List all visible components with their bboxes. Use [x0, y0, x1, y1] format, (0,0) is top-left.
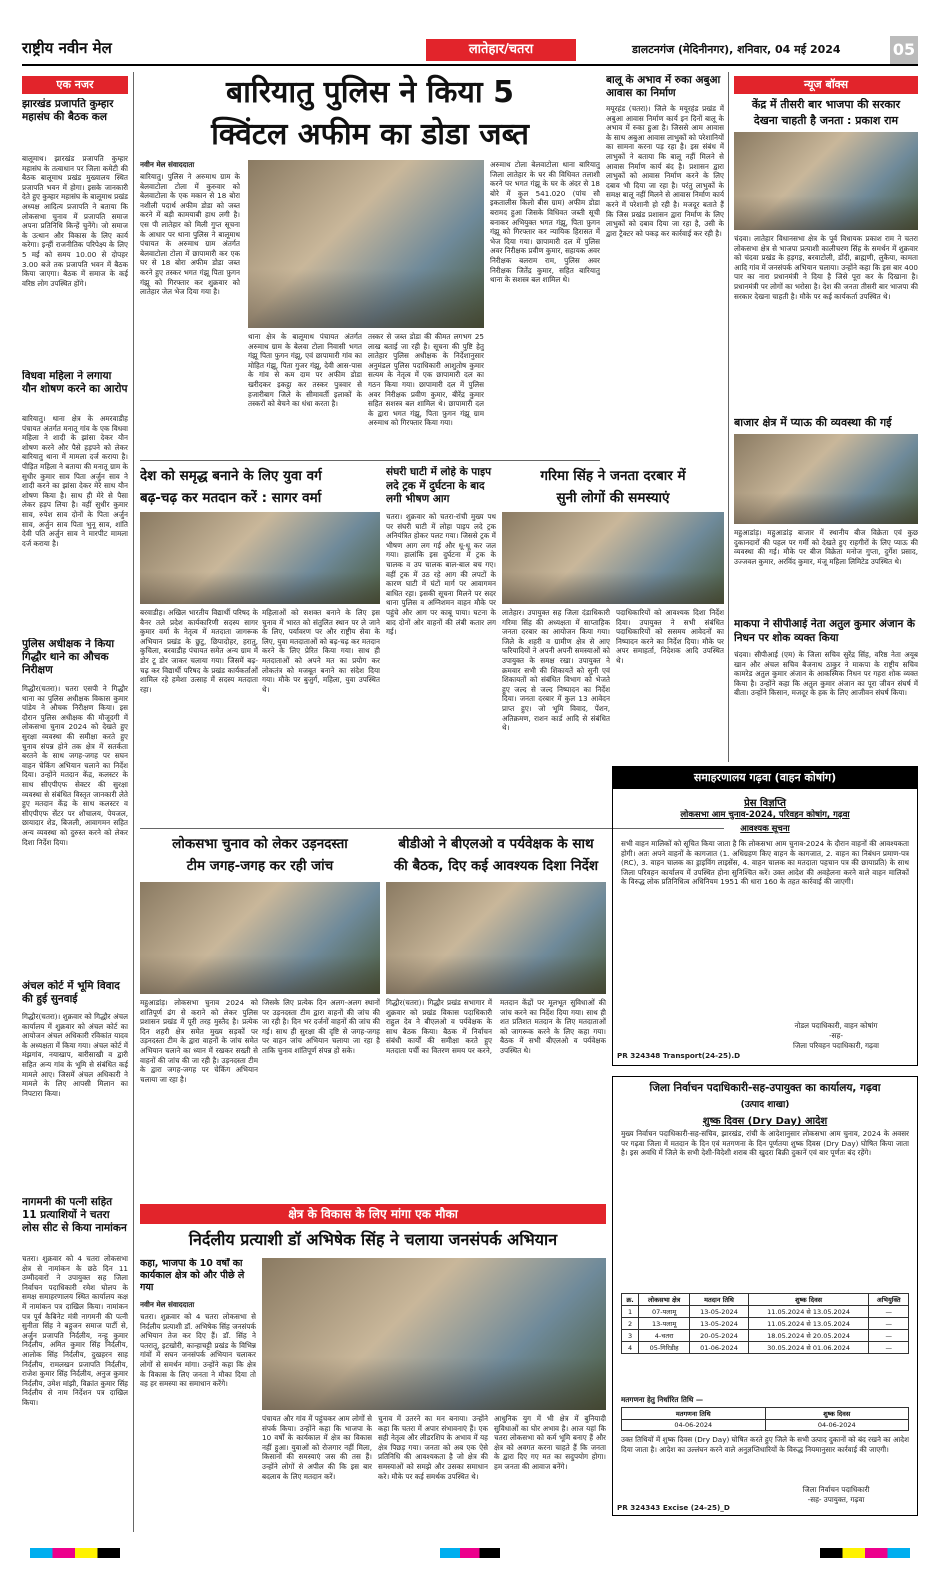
pyau-photo [734, 434, 918, 524]
headline-nominations: नागमनी की पत्नी सहित 11 प्रत्याशियों ने चतरा लोस सीट से किया नामांकन [22, 1196, 127, 1234]
vehicle-cell-subtitle-2: आवश्यक सूचना [740, 824, 790, 834]
bottom-col-1: चतरा। शुक्रवार को 4 चतरा लोकसभा से निर्दलीय प्रत्याशी डॉ. अभिषेक सिंह जनसंपर्क अभियान तेज कर दिए हैं। डॉ. सिंह ने पतरातू, इटखोरी, कान्हाचट्टी प्रखंड के विभिन्न गांवों में सघन जनसंपर्क अभियान चलाकर लोगों से समर्थन मांगा। उन्होंने कहा कि क्षेत्र के विकास के लिए जनता ने मौका दिया तो वह हर समस्या का समाधान करेंगे। [140, 1312, 256, 1389]
dry-day-col-header: क्र. [622, 1294, 639, 1306]
dry-day-cell: 30.05.2024 से 01.06.2024 [748, 1342, 869, 1354]
counting-date: 04-06-2024 [622, 1420, 766, 1431]
dry-day-cell: 13-पलामू [639, 1318, 690, 1330]
article-bdo: गिद्धौर(चतरा)। गिद्धौर प्रखंड सभागार में शुक्रवार को प्रखंड विकास पदाधिकारी राहुल देव ने बीएलओ व पर्यवेक्षक के साथ बैठक किया। बैठक में निर्वाचन संबंधी कार्यों की समीक्षा करते हुए मतदाता पर्ची का वितरण समय पर करने, मतदान केंद्रों पर मूलभूत सुविधाओं की जांच करने का निर्देश दिया गया। साथ ही शत प्रतिशत मतदान के लिए मतदाताओं को जागरूक करने के लिए कहा गया। बैठक में सभी बीएलओ व पर्यवेक्षक उपस्थित थे। [386, 998, 606, 1055]
headline-truck-fire: संघरी घाटी में लोहे के पाइप लदे ट्रक में दुर्घटना के बाद लगी भीषण आग [386, 466, 492, 505]
dry-day-notice [612, 1076, 918, 1516]
paper-name: राष्ट्रीय नवीन मेल [22, 39, 112, 57]
dry-day-cell: — [869, 1330, 909, 1342]
counting-table [621, 1407, 909, 1431]
dry-day-subheader: (उत्पाद शाखा) [740, 1100, 790, 1110]
article-truck-fire: चतरा। शुक्रवार को चतरा-रांची मुख्य पथ पर संघरी घाटी में लोहा पाइप लदे ट्रक अनियंत्रित होकर पलट गया। जिससे ट्रक में भीषण आग लग गई और धू-धू कर जल गया। हालांकि इस दुर्घटना में ट्रक के चालक व उप चालक बाल-बाल बच गए। वहीं ट्रक में उठ रहे आग की लपटों के कारण घाटी में घंटों मार्ग पर आवागमन बाधित रहा। इसकी सूचना मिलने पर सदर थाना पुलिस व अग्निशमन वाहन मौके पर पहुंचे और आग पर काबू पाया। घटना के बाद दोनों ओर वाहनों की लंबी कतार लग गई। [386, 512, 496, 637]
dry-day-cell: 13-05-2024 [690, 1318, 749, 1330]
vehicle-cell-subtitle: लोकसभा आम चुनाव-2024, परिवहन कोषांग, गढ़वा [680, 810, 850, 820]
bottom-headline: निर्दलीय प्रत्याशी डॉ अभिषेक सिंह ने चलाया जनसंपर्क अभियान [188, 1230, 558, 1249]
vehicle-cell-body: सभी वाहन मालिकों को सूचित किया जाता है कि लोकसभा आम चुनाव-2024 के दौरान वाहनों की आवश्यकता होगी। अतः अपने वाहनों के कागजात (1. अधिग्रहण किए वाहन के कागजात, 2. वाहन का निबंधन प्रमाण-पत्र (RC), 3. वाहन चालक का ड्राइविंग लाइसेंस, 4. वाहन चालक का मतदाता पहचान पत्र की छायाप्रति) के साथ जिला परिवहन कार्यालय में उपस्थित होना सुनिश्चित करें। उक्त आदेश की अवहेलना करने वाले वाहन मालिकों के विरुद्ध लोक प्रतिनिधित्व अधिनियम 1951 की धारा 160 के तहत कार्रवाई की जाएगी। [621, 839, 909, 887]
headline-widow: विधवा महिला ने लगाया यौन शोषण करने का आरोप [22, 370, 128, 395]
lead-col-3: तस्कर से जब्त डोडा की कीमत लगभग 25 लाख बताई जा रही है। सूचना की पुष्टि हेतु लातेहार पुलिस अधीक्षक के निर्देशानुसार अनुमंडल पुलिस पदाधिकारी आशुतोष कुमार सत्यम के नेतृत्व में एक छापामारी दल का गठन किया गया। छापामारी दल में पुलिस अवर निरीक्षक प्रवीण कुमार, बीरेंद्र कुमार सहित सशस्त्र बल शामिल थे। छापामारी दल के द्वारा भगत गंझू, पिता फ़ुगन गंझू ग्राम अरुमाथ को गिरफ्तार किया गया। [368, 332, 484, 428]
dry-day-table [621, 1293, 909, 1354]
dry-day-cell: 05-गिरिडीह [639, 1342, 690, 1354]
dry-day-cell: 1 [622, 1306, 639, 1318]
bottom-col-4: आधुनिक युग में भी क्षेत्र में बुनियादी सुविधाओं का घोर अभाव है। आज यहां कि चतरा लोकसभा को कर्म भूमि बनाए हैं और क्षेत्र को अवगत करना चाहते हैं कि जनता के द्वारा दिए गए मत का सदुपयोग होगा। हम जनता की आवाज बनेंगे। [494, 1414, 606, 1471]
dry-day-header: जिला निर्वाचन पदाधिकारी-सह-उपायुक्त का कार्यालय, गढ़वा [649, 1082, 881, 1094]
column-rule [133, 72, 134, 1532]
newspaper-page [22, 36, 918, 1536]
dry-day-cell: 2 [622, 1318, 639, 1330]
bottom-col-2: पंचायत और गांव में पहुंचकर आम लोगों से संपर्क किया। उन्होंने कहा कि भाजपा के 10 वर्षों के कार्यकाल में क्षेत्र का विकास नहीं हुआ। युवाओं को रोजगार नहीं मिला, किसानों की समस्याएं जस की तस हैं। उन्होंने लोगों से अपील की कि इस बार बदलाव के लिए मतदान करें। [262, 1414, 372, 1481]
bottom-byline: नवीन मेल संवाददाता [140, 1300, 195, 1309]
article-nominations: चतरा। शुक्रवार को 4 चतरा लोकसभा क्षेत्र से नामांकन के छठे दिन 11 उम्मीदवारों ने उपायुक्त सह जिला निर्वाचन पदाधिकारी रमेश घोलप के समक्ष समाहरणालय स्थित कार्यालय कक्ष में नामांकन पत्र दाखिल किया। नामांकन पत्र पूर्व कैबिनेट मंत्री नागमनी की पत्नी सुनीता सिंह ने बहुजन समाज पार्टी से, अर्जुन प्रजापति निर्दलीय, नन्हू कुमार निर्दलीय, अमित कुमार सिंह निर्दलीय, आलोक सिंह निर्दलीय, दुखहरन साह निर्दलीय, रामलखन प्रजापति निर्दलीय, राजेश कुमार सिंह निर्दलीय, अनुज कुमार निर्दलीय, उमेश मांझी, विक्रांत कुमार सिंह निर्दलीय से नाम निर्देशन पत्र दाखिल किया। [22, 1254, 128, 1407]
dry-day-cell: 4-चतरा [639, 1330, 690, 1342]
color-registration-bar-center [440, 1548, 500, 1558]
color-registration-bar-right [820, 1548, 910, 1558]
students-col-1: बरवाडीह। अखिल भारतीय विद्यार्थी परिषद के बैनर तले प्रदेश कार्यकारिणी सदस्य सागर कुमार वर्मा के नेतृत्व में मतदाता जागरूक अभियान प्रखंड के छुटु, छिपादोहर, हरातु, कुचिला, बरवाडीह पंचायत समेत अन्य ग्राम में डोर टू डोर जाकर चलाया गया। जिसमें बढ़-चढ़ कर विद्यार्थी परिषद के प्रखंड कार्यकर्ताओं शामिल रहे हमेशा उत्साह में सदस्य मतदाता रहा। [140, 608, 258, 694]
vehicle-cell-sign-3: जिला परिवहन पदाधिकारी, गढ़वा [793, 1041, 879, 1050]
dry-day-row [622, 1342, 909, 1354]
counting-col-date: मतगणना तिथि [622, 1408, 766, 1420]
bdo-headline-1: बीडीओ ने बीएलओ व पर्यवेक्षक के साथ [398, 836, 594, 852]
headline-sp-inspection: पुलिस अधीक्षक ने किया गिद्धौर थाने का औचक निरीक्षण [22, 638, 115, 676]
lead-byline: नवीन मेल संवाददाता [140, 160, 195, 169]
lead-col-2: थाना क्षेत्र के बालूमाथ पंचायत अंतर्गत अरुमाथ ग्राम के बेलवा टोला निवासी भगत गंझू पिता फुगन गंझू, एवं छापामारी गांव का मोहित गंझू, पिता गुजर गंझू, देवी आस-पास के गांव से कम दाम पर अफीम डोडा खरीदकर इकट्ठा कर तस्कर पुत्रवार से हजारीबाग जिले के सीमावर्ती इलाकों के तस्करों को बेचने का धंधा करता है। [248, 332, 362, 409]
article-housing: मयूरहंड (चतरा)। जिले के मयूरहंड प्रखंड में अबुआ आवास निर्माण कार्य इन दिनों बालू के अभाव में रुका हुआ है। जिससे आम आवास के साथ अबुआ आवास लाभुकों को परेशानियों का सामना करना पड़ रहा है। इस संबंध में लाभुकों ने बताया कि बालू नहीं मिलने से आवास निर्माण कार्य बंद है। प्रशासन द्वारा लाभुकों को आवास निर्माण करने के लिए दबाव भी दिया जा रहा है। परंतु लाभुकों के समक्ष बालू नहीं मिलने से आवास निर्माण कार्य करने में परेशानी हो रही है। मजदूर बताते हैं कि जिस प्रखंड प्रशासन द्वारा निर्माण के लिए लाभुकों को दबाव दिया जा रहा है, उसी के द्वारा ट्रैक्टर को पकड़ कर कार्रवाई कर रही है। [606, 104, 724, 238]
vehicle-cell-header: समाहरणालय गढ़वा (वाहन कोषांग) [613, 767, 917, 789]
dry-day-col-header: लोकसभा क्षेत्र [639, 1294, 690, 1306]
grievance-photo [502, 512, 724, 604]
campaign-photo [734, 132, 918, 230]
counting-dryday: 04-06-2024 [765, 1420, 909, 1431]
dry-day-row [622, 1318, 909, 1330]
students-headline-1: देश को समृद्ध बनाने के लिए युवा वर्ग [140, 468, 322, 484]
lead-headline-2: क्विंटल अफीम का डोडा जब्त [211, 117, 529, 152]
dry-day-col-header: शुष्क दिवस [748, 1294, 869, 1306]
article-pyau: महुआडांड़। महुआडांड़ बाजार में स्थानीय बीज विक्रेता एवं कुछ दुकानदारों की पहल पर गर्मी को देखते हुए राहगीरों के लिए प्याऊ की व्यवस्था की गई। मौके पर बीज विक्रेता मनोज गुप्ता, दुर्गेश प्रसाद, उज्जवल कुमार, अरविंद कुमार, मंजू महिला लिमिटेड उपस्थित थे। [734, 528, 918, 566]
lead-col-1: बारियातु। पुलिस ने अरुमाथ ग्राम के बेलवाटोला टोला में कुरुवार को बेलवाटोला के एक मकान से 18 बोरा नशीली पदार्थ अफीम डोडा को जब्त करने में बड़ी कामयाबी हाथ लगी है। एस पी लातेहार को मिली गुप्त सूचना के आधार पर थाना पुलिस ने बालूमाथ पंचायत के अरुमाथ ग्राम अंतर्गत बेलवाटोला टोला में छापामारी कर एक घर से 18 बोरा अफीम डोडा जब्त करने हुए तस्कर भगत गंझू पिता फ़ुगन गंझू को गिरफ्तार कर शुक्रवार को लातेहार जेल भेज दिया गया है। [140, 172, 240, 297]
masthead [22, 36, 918, 66]
bdo-headline-2: की बैठक, दिए कई आवश्यक दिशा निर्देश [393, 858, 599, 874]
dry-day-cell: 11.05.2024 से 13.05.2024 [748, 1306, 869, 1318]
dry-day-cell: 18.05.2024 से 20.05.2024 [748, 1330, 869, 1342]
bottom-quote: कहा, भाजपा के 10 वर्षों का कार्यकाल क्षेत्र को और पीछे ले गया [140, 1258, 245, 1293]
headline-cpm-condolence: माकपा ने सीपीआई नेता अतुल कुमार अंजान के निधन पर शोक व्यक्त किया [734, 618, 915, 644]
headline-housing: बालू के अभाव में रुका अबुआ आवास का निर्माण [606, 74, 721, 99]
dry-day-col-header: अभियुक्ति [869, 1294, 909, 1306]
campaign-rally-photo [262, 1258, 606, 1410]
dry-day-cell: 3 [622, 1330, 639, 1342]
vehicle-cell-pr-number: PR 324348 Transport(24-25).D [617, 1051, 741, 1060]
students-col-2: महिलाओं को सशक्त बनाने के लिए इस चुनाव में भारत को संतुलित स्थान पर ले जाने के लिए, पर्यावरण पर और राष्ट्रीय सेवा के लिए, युवा मतदाताओं को बढ़-चढ़ कर मतदान करने के लिए प्रेरित किया गया। साथ ही मतदाताओं को अपने मत का प्रयोग कर लोकतंत्र को मजबूत बनाने का संदेश दिया गया। मौके पर बुजुर्ग, महिला, युवा उपस्थित थे। [262, 608, 380, 694]
election-team-headline-2: टीम जगह-जगह कर रही जांच [186, 858, 334, 874]
news-box-headline-2: देखना चाहती है जनता : प्रकाश राम [753, 114, 899, 127]
grievance-headline-2: सुनी लोगों की समस्याएं [556, 490, 670, 506]
vehicle-cell-sign: नोडल पदाधिकारी, वाहन कोषांग [794, 1021, 878, 1030]
article-kumhar: बालूमाथ। झारखंड प्रजापति कुम्हार महासंघ के तत्वाधान पर जिला कमेटी की बैठक बालूमाथ प्रखंड मुख्यालय स्थित प्रजापति भवन में होगा। इसके जानकारी देते हुए कुम्हार महासंघ के बालूमाथ प्रखंड अध्यक्ष आदित्य प्रजापति ने बताया कि लोकसभा चुनाव में प्रजापति समाज अपना प्रतिनिधि किन्हें चुनेंगे। जो समाज के उत्थान और विकास के लिए कार्य करेगा। इन्हीं राजनीतिक परिपेक्ष्य के लिए 5 मई को समय 10.00 से दोपहर 3.00 बजे तक प्रजापति भवन में बैठक किया जाएगा। बैठक में समाज के कई वरिष्ठ लोग उपस्थित होंगे। [22, 154, 128, 288]
color-registration-bar-left [30, 1548, 120, 1558]
election-team-photo [140, 882, 380, 994]
dry-day-col-header: मतदान तिथि [690, 1294, 749, 1306]
bottom-col-3: चुनाव में उतरने का मन बनाया। उन्होंने कहा कि चतरा में अपार संभावनाएं हैं। एक सही नेतृत्व और लीडरशिप के अभाव में यह क्षेत्र पिछड़ गया। जनता को अब एक ऐसे प्रतिनिधि की आवश्यकता है जो क्षेत्र की समस्याओं को समझे और उसका समाधान करे। मौके पर कई समर्थक उपस्थित थे। [378, 1414, 488, 1481]
dry-day-body-2: उक्त तिथियों में शुष्क दिवस (Dry Day) घोषित करते हुए जिले के सभी उत्पाद दुकानों को बंद रखने का आदेश दिया जाता है। आदेश का उल्लंघन करने वाले अनुज्ञप्तिधारियों के विरुद्ध नियमानुसार कार्रवाई की जाएगी। [621, 1435, 909, 1454]
lead-headline-1: बारियातु पुलिस ने किया 5 [226, 75, 514, 110]
grievance-headline-1: गरिमा सिंह ने जनता दरबार में [540, 468, 686, 484]
students-headline-2: बढ़-चढ़ कर मतदान करें : सागर वर्मा [140, 490, 322, 506]
lead-photo-seized-opium [248, 160, 484, 328]
dateline: डालटनगंज (मेदिनीनगर), शनिवार, 04 मई 2024 [632, 43, 841, 56]
dry-day-cell: 01-06-2024 [690, 1342, 749, 1354]
article-cpm-condolence: चंदवा। सीपीआई (एम) के जिला सचिव सुरेंद्र सिंह, वरिष्ठ नेता अयूब खान और अंचल सचिव बैजनाथ ठाकुर ने माकपा के राष्ट्रीय सचिव कामरेड अतुल कुमार अंजान के आकस्मिक निधन पर गहरा शोक व्यक्त किया है। उन्होंने कहा कि अतुल कुमार अंजान का पूरा जीवन संघर्ष में बीता। उन्होंने किसान, मजदूर के हक के लिए आजीवन संघर्ष किया। [734, 650, 918, 698]
dry-day-sign: जिला निर्वाचन पदाधिकारी [802, 1485, 870, 1494]
election-team-headline-1: लोकसभा चुनाव को लेकर उड़नदस्ता [172, 836, 348, 852]
dry-day-cell: 07-पलामू [639, 1306, 690, 1318]
dry-day-row [622, 1306, 909, 1318]
dry-day-pr-number: PR 324343 Excise (24-25)_D [617, 1503, 730, 1512]
students-photo [140, 512, 380, 604]
page-number: 05 [890, 36, 918, 64]
grievance-col-2: पदाधिकारियों को आवश्यक दिशा निर्देश दिया। उपायुक्त ने सभी संबंधित पदाधिकारियों को ससमय आवेदनों का निष्पादन करने का निर्देश दिया। मौके पर अपर समाहर्ता, निदेशक आदि उपस्थित थे। [616, 608, 724, 665]
news-box-headline-1: केंद्र में तीसरी बार भाजपा की सरकार [751, 98, 901, 111]
section-tab: लातेहार/चतरा [426, 39, 576, 61]
dry-day-cell: 11.05.2024 से 13.05.2024 [748, 1318, 869, 1330]
development-banner: क्षेत्र के विकास के लिए मांगा एक मौका [140, 1204, 606, 1224]
vehicle-cell-title: प्रेस विज्ञप्ति [744, 798, 786, 809]
vehicle-cell-notice [612, 766, 918, 1066]
counting-label: मतगणना हेतु निर्धारित तिथि — [621, 1395, 704, 1404]
counting-col-dryday: शुष्क दिवस [765, 1408, 909, 1420]
dry-day-cell: — [869, 1306, 909, 1318]
dry-day-cell: 20-05-2024 [690, 1330, 749, 1342]
news-box-article-1: चंदवा। लातेहार विधानसभा क्षेत्र के पूर्व विधायक प्रकाश राम ने चतरा लोकसभा क्षेत्र से भाजपा प्रत्याशी कालीचरण सिंह के समर्थन में शुक्रवार को चंदवा प्रखंड के हड़गड़, बरवाटोली, डोंदी, ब्राह्मणी, लुकैया, कामता आदि गांव में जनसंपर्क अभियान चलाया। उन्होंने कहा कि इस बार 400 पार का नारा प्रधानमंत्री ने दिया है जिसे पूरा कर के दिखाना है। प्रधानमंत्री पर लोगों का भरोसा है। देश की जनता तीसरी बार भाजपा की सरकार देखना चाहती है। मौके पर कई कार्यकर्ता उपस्थित थे। [734, 234, 918, 301]
dry-day-sign-2: -सह- उपायुक्त, गढ़वा [807, 1495, 865, 1504]
dry-day-title: शुष्क दिवस (Dry Day) आदेश [702, 1116, 828, 1127]
article-widow: बारियातु। थाना क्षेत्र के अमरवाडीह पंचायत अंतर्गत मनातू गांव के एक विधवा महिला ने शादी के झांसा देकर यौन शोषण करने और पैसे हड़पने को लेकर बारियातु थाना में मामला दर्ज कराया है। पीड़ित महिला ने बताया की मनातू ग्राम के सुधीर कुमार साव पिता अर्जुन साव ने शादी करने का झांसा देकर मेरे साथ यौन शोषण किया है। साथ ही मेरे से पैसा लेकर हड़प लिया है। वहीं सुधीर कुमार साव, रुपेश साव दोनों के पिता अर्जुन साव, अर्जुन साव पिता भुनू साव, शांति देवी पति अर्जुन साव ने मारपीट मामला दर्ज कराया है। [22, 414, 128, 548]
dry-day-cell: — [869, 1318, 909, 1330]
article-sp-inspection: गिद्धौर(चतरा)। चतरा एसपी ने गिद्धौर थाना का पुलिस अधीक्षक विकास कुमार पांडेय ने औचक निरीक्षण किया। इस दौरान पुलिस अधीक्षक की मौजूदगी में लोकसभा चुनाव 2024 को देखते हुए सुरक्षा व्यवस्था की समीक्षा करते हुए चुनाव संपन्न होने तक क्षेत्र में सतर्कता बरतने के साथ जगह-जगह पर सघन वाहन चेकिंग अभियान चलाने का निर्देश दिया। उन्होंने मतदान केंद्र, कलस्टर के साथ सीएपीएफ सेक्टर की सुरक्षा व्यवस्था से संबंधित विस्तृत जानकारी लेते हुए मतदान केंद्र के साथ कलस्टर व सीएपीएफ सेंटर पर शौचालय, पेयजल, छायादार शेड, बिजली, आवागमन सहित अन्य व्यवस्था को दुरुस्त करने को लेकर दिशा निर्देश दिया। [22, 684, 128, 847]
vehicle-cell-sign-2: -सह- [829, 1031, 843, 1040]
headline-kumhar: झारखंड प्रजापति कुम्हार महासंघ की बैठक कल [22, 98, 114, 123]
election-team-col-2: जिसके लिए प्रत्येक दिन अलग-अलग स्थानों पर उड़नदस्ता टीम द्वारा वाहनों की जांच की जा रही है। दिन भर दर्जनों वाहनों की जांच की गई। साथ ही सुरक्षा की दृष्टि से जगह-जगह पर वाहन जांच अभियान चलाया जा रहा है ताकि चुनाव शांतिपूर्ण संपन्न हो सके। [262, 998, 380, 1055]
lead-col-4: अरुमाथ टोला बेलवाटोला थाना बारियातु जिला लातेहार के घर की विधिवत तलाशी करने पर भगत गंझू के घर के अंदर से 18 बोरे में कुल 541.020 (पांच सौ इकतालीस किलो बीस ग्राम) अफीम डोडा बरामद हुआ जिसके विधिवत जब्ती सूची बनाकर अभियुक्त भगत गंझू, पिता फ़ुगन गंझू को गिरफ्तार कर न्यायिक हिरासत में भेज दिया गया। छापामारी दल में पुलिस अवर निरीक्षक प्रवीण कुमार, सहायक अवर निरीक्षक बलराम राम, पुलिस अवर निरीक्षक जितेंद्र कुमार, सहित बारियातु थाना के सशस्त्र बल शामिल थे। [490, 160, 600, 285]
ek-nazar-tab: एक नजर [22, 76, 128, 94]
article-land-dispute: गिद्धौर(चतरा)। शुक्रवार को गिद्धौर अंचल कार्यालय में शुक्रवार को अंचल कोर्ट का आयोजन अंचल अधिकारी रविकांत यादव के अध्यक्षता में किया गया। अंचल कोर्ट में मंझगांव, नयाखाप, बारीसाखी व द्वारी सहित अन्य गांव के भूमि से संबंधित कई मामले आए। जिसमें अंचल अधिकारी ने मामले के लिए आपसी मिलान का निपटारा किया। [22, 1012, 128, 1098]
election-team-col-1: महुआडांड़। लोकसभा चुनाव 2024 को शांतिपूर्ण ढंग से कराने को लेकर पुलिस प्रशासन प्रखंड में पूरी तरह मुस्तैद है। प्रत्येक दिन शहरी क्षेत्र समेत मुख्य सड़कों पर उड़नदस्ता टीम के द्वारा वाहनों के जांच समेत अभियान चलाने का ध्यान में रखकर सख्ती से वाहनों की जांच की जा रही है। उड़नदस्ता टीम के द्वारा जगह-जगह पर चेकिंग अभियान चलाया जा रहा है। [140, 998, 258, 1084]
bdo-meeting-photo [386, 882, 606, 994]
grievance-col-1: लातेहार। उपायुक्त सह जिला दंडाधिकारी गरिमा सिंह की अध्यक्षता में साप्ताहिक जनता दरबार का आयोजन किया गया। जिले के शहरी व ग्रामीण क्षेत्र से आए फरियादियों ने अपनी अपनी समस्याओं को उपायुक्त के समक्ष रखा। उपायुक्त ने क्रमवार सभी की शिकायतें को सुनी एवं शिकायतों को संबंधित विभाग को भेजते हुए जल्द से जल्द निष्पादन का निर्देश दिया। जनता दरबार में कुल 13 आवेदन प्राप्त हुए। जो भूमि विवाद, पेंशन, अतिक्रमण, राशन कार्ड आदि से संबंधित थे। [502, 608, 610, 733]
headline-land-dispute: अंचल कोर्ट में भूमि विवाद की हुई सुनवाई [22, 980, 120, 1005]
dry-day-body: मुख्य निर्वाचन पदाधिकारी-सह-सचिव, झारखंड, रांची के आदेशानुसार लोकसभा आम चुनाव, 2024 के अवसर पर गढ़वा जिला में मतदान के दिन एवं मतगणना के दिन पूर्णतया शुष्क दिवस (Dry Day) घोषित किया जाता है। इस अवधि में जिले के सभी देशी-विदेशी शराब की खुदरा बिक्री दुकानें एवं बार पूर्णतः बंद रहेंगे। [621, 1129, 909, 1158]
dry-day-row [622, 1330, 909, 1342]
news-box-tab: न्यूज बॉक्स [734, 76, 918, 94]
dry-day-cell: — [869, 1342, 909, 1354]
dry-day-cell: 13-05-2024 [690, 1306, 749, 1318]
dry-day-cell: 4 [622, 1342, 639, 1354]
headline-pyau: बाजार क्षेत्र में प्याऊ की व्यवस्था की गई [734, 416, 892, 429]
